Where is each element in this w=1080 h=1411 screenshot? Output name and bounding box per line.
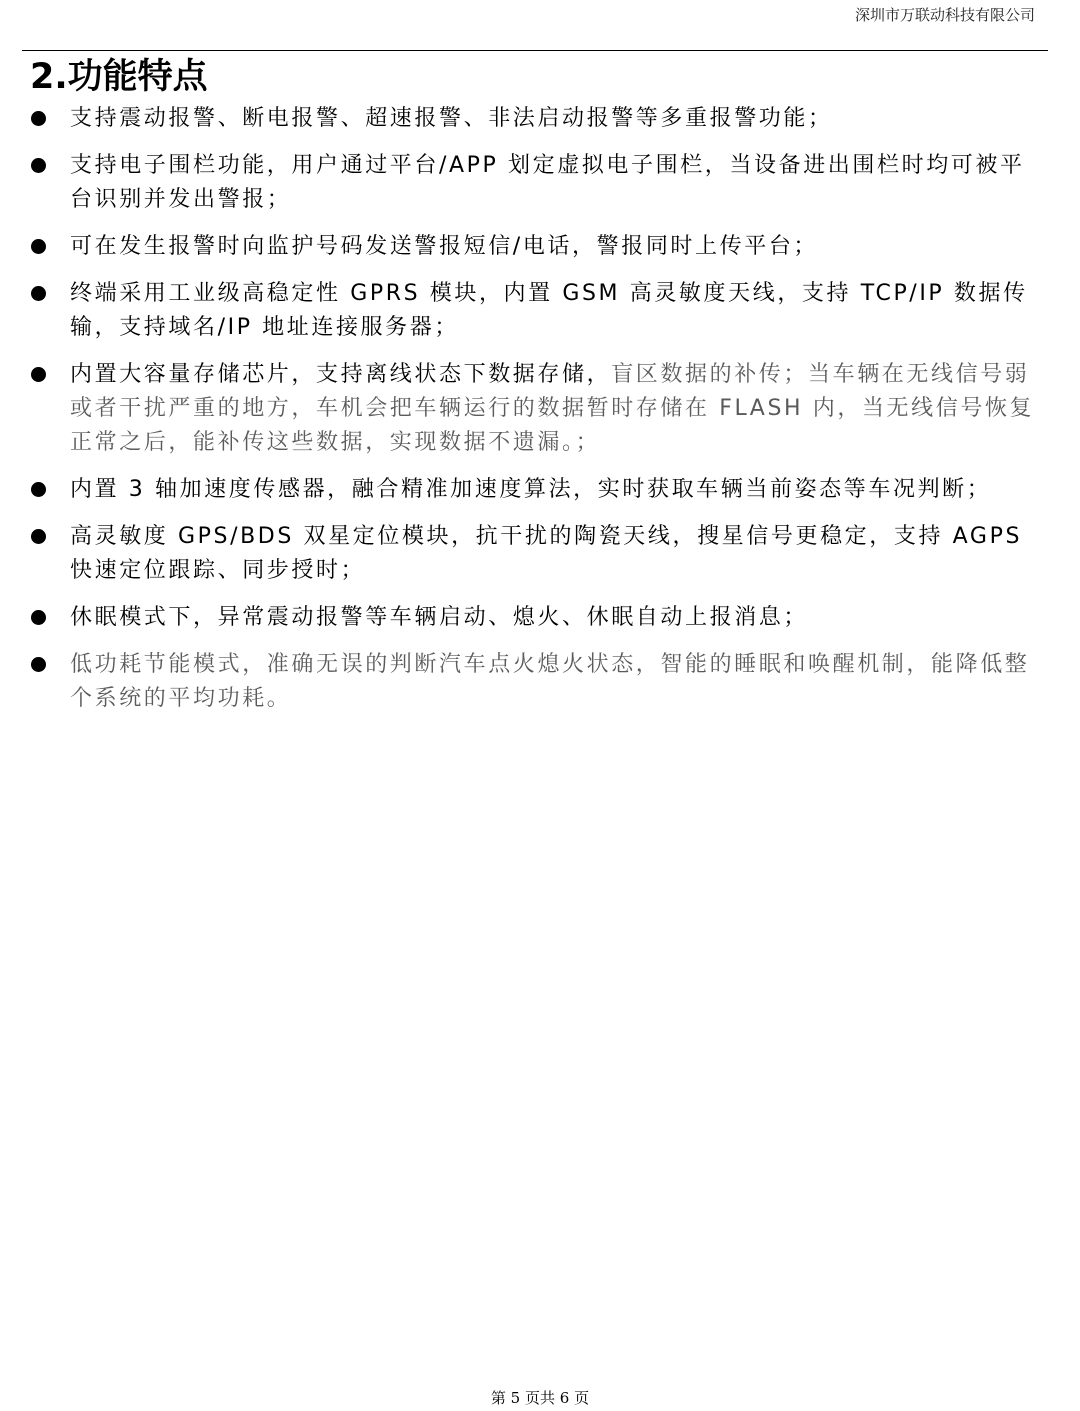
bullet-icon — [31, 239, 46, 254]
feature-item-accelerometer — [0, 473, 1080, 507]
section-title: 2.功能特点 — [30, 57, 208, 97]
bullet-icon — [31, 367, 46, 382]
bullet-icon — [31, 286, 46, 301]
feature-text: 高灵敏度 GPS/BDS 双星定位模块，抗干扰的陶瓷天线，搜星信号更稳定，支持 AGPS 快速定位跟踪、同步授时； — [70, 524, 1023, 583]
bullet-icon — [31, 657, 46, 672]
bullet-icon — [31, 158, 46, 173]
bullet-icon — [31, 610, 46, 625]
header-divider — [22, 50, 1048, 51]
feature-text: 内置 3 轴加速度传感器，融合精准加速度算法，实时获取车辆当前姿态等车况判断； — [70, 477, 992, 502]
bullet-icon — [31, 482, 46, 497]
feature-text-gray: 低功耗节能模式，准确无误的判断汽车点火熄火状态，智能的睡眠和唤醒机制，能降低整个系统的平均功耗。 — [70, 652, 1030, 711]
feature-item-gprs-module — [0, 277, 1080, 345]
feature-item-geofence — [0, 149, 1080, 217]
feature-item-storage — [0, 358, 1080, 460]
feature-list — [0, 102, 1080, 729]
feature-item-sleep-mode — [0, 601, 1080, 635]
feature-text: 支持震动报警、断电报警、超速报警、非法启动报警等多重报警功能； — [70, 106, 833, 131]
feature-text: 支持电子围栏功能，用户通过平台/APP 划定虚拟电子围栏，当设备进出围栏时均可被平台识别并发出警报； — [70, 153, 1025, 212]
feature-text: 休眠模式下，异常震动报警等车辆启动、熄火、休眠自动上报消息； — [70, 605, 809, 630]
feature-text: 可在发生报警时向监护号码发送警报短信/电话，警报同时上传平台； — [70, 234, 819, 259]
feature-text-gray: 盲区数据的补传；当车辆在无线信号弱或者干扰严重的地方，车机会把车辆运行的数据暂时存储在 FLASH 内，当无线信号恢复正常之后，能补传这些数据，实现数据不遗漏。； — [70, 362, 1035, 455]
feature-item-low-power — [0, 648, 1080, 716]
feature-item-gps-bds — [0, 520, 1080, 588]
feature-text: 终端采用工业级高稳定性 GPRS 模块，内置 GSM 高灵敏度天线，支持 TCP/IP 数据传输，支持域名/IP 地址连接服务器； — [70, 281, 1028, 340]
feature-text: 内置大容量存储芯片，支持离线状态下数据存储， — [70, 362, 612, 387]
header-company-name: 深圳市万联动科技有限公司 — [854, 6, 1035, 24]
feature-item-alarms — [0, 102, 1080, 136]
bullet-icon — [31, 111, 46, 126]
feature-item-sms-alert — [0, 230, 1080, 264]
bullet-icon — [31, 529, 46, 544]
page-number: 第 5 页共 6 页 — [490, 1389, 590, 1407]
